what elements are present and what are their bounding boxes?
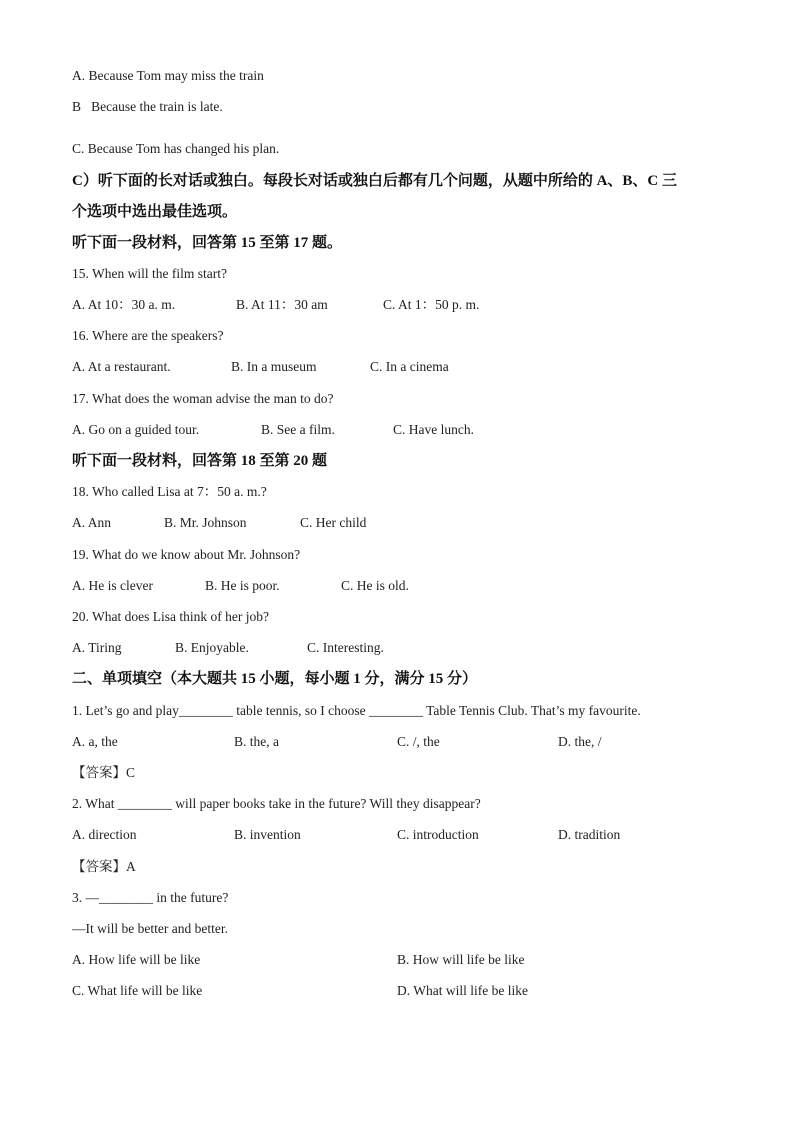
question-19: 19. What do we know about Mr. Johnson? xyxy=(72,547,301,562)
section-c-instructions-line1: C）听下面的长对话或独白。每段长对话或独白后都有几个问题，从题中所给的 A、B、C 三 xyxy=(72,173,678,189)
q17-option-c: C. Have lunch. xyxy=(393,422,474,437)
prev-option-c: C. Because Tom has changed his plan. xyxy=(72,141,280,156)
q19-option-a: A. He is clever xyxy=(72,578,153,593)
cloze2-option-c: C. introduction xyxy=(397,827,479,842)
cloze3-option-c: C. What life will be like xyxy=(72,983,203,998)
prev-option-a: A. Because Tom may miss the train xyxy=(72,68,264,83)
group2-heading: 听下面一段材料，回答第 18 至第 20 题 xyxy=(72,453,328,469)
question-18: 18. Who called Lisa at 7：50 a. m.? xyxy=(72,484,267,499)
cloze-question-1: 1. Let’s go and play________ table tennis, so I choose ________ Table Tennis Club. That’s my favourite. xyxy=(72,703,641,718)
q15-option-a: A. At 10：30 a. m. xyxy=(72,297,176,312)
cloze1-option-c: C. /, the xyxy=(397,734,440,749)
answer-label: 【答案】 xyxy=(72,859,126,874)
cloze2-option-a: A. direction xyxy=(72,827,137,842)
cloze-question-3: 3. —________ in the future? xyxy=(72,890,229,905)
q17-option-b: B. See a film. xyxy=(261,422,335,437)
q17-option-a: A. Go on a guided tour. xyxy=(72,422,200,437)
cloze-question-2: 2. What ________ will paper books take in the future? Will they disappear? xyxy=(72,796,481,811)
part2-heading: 二、单项填空（本大题共 15 小题，每小题 1 分，满分 15 分） xyxy=(72,671,478,687)
cloze2-answer xyxy=(72,859,136,875)
cloze3-reply: —It will be better and better. xyxy=(72,921,228,936)
group1-heading: 听下面一段材料，回答第 15 至第 17 题。 xyxy=(72,235,343,251)
cloze2-option-b: B. invention xyxy=(234,827,301,842)
cloze2-option-d: D. tradition xyxy=(558,827,621,842)
q18-option-c: C. Her child xyxy=(300,515,367,530)
answer-label: 【答案】 xyxy=(72,765,126,780)
question-16: 16. Where are the speakers? xyxy=(72,328,224,343)
q19-option-c: C. He is old. xyxy=(341,578,409,593)
cloze1-option-b: B. the, a xyxy=(234,734,279,749)
q18-option-a: A. Ann xyxy=(72,515,112,530)
q15-option-b: B. At 11：30 am xyxy=(236,297,328,312)
answer-value: A xyxy=(126,859,136,874)
cloze3-option-d: D. What will life be like xyxy=(397,983,528,998)
cloze1-answer xyxy=(72,765,135,781)
q15-option-c: C. At 1：50 p. m. xyxy=(383,297,480,312)
section-c-instructions-line2: 个选项中选出最佳选项。 xyxy=(72,204,238,220)
cloze3-option-b: B. How will life be like xyxy=(397,952,525,967)
prev-option-b: B Because the train is late. xyxy=(72,99,223,114)
q20-option-c: C. Interesting. xyxy=(307,640,384,655)
q18-option-b: B. Mr. Johnson xyxy=(164,515,247,530)
question-15: 15. When will the film start? xyxy=(72,266,227,281)
answer-value: C xyxy=(126,765,136,780)
cloze3-option-a: A. How life will be like xyxy=(72,952,201,967)
question-17: 17. What does the woman advise the man to do? xyxy=(72,391,334,406)
cloze1-option-d: D. the, / xyxy=(558,734,602,749)
cloze1-option-a: A. a, the xyxy=(72,734,118,749)
q20-option-b: B. Enjoyable. xyxy=(175,640,249,655)
q16-option-c: C. In a cinema xyxy=(370,359,449,374)
q16-option-a: A. At a restaurant. xyxy=(72,359,171,374)
q19-option-b: B. He is poor. xyxy=(205,578,280,593)
q16-option-b: B. In a museum xyxy=(231,359,317,374)
q20-option-a: A. Tiring xyxy=(72,640,122,655)
question-20: 20. What does Lisa think of her job? xyxy=(72,609,269,624)
